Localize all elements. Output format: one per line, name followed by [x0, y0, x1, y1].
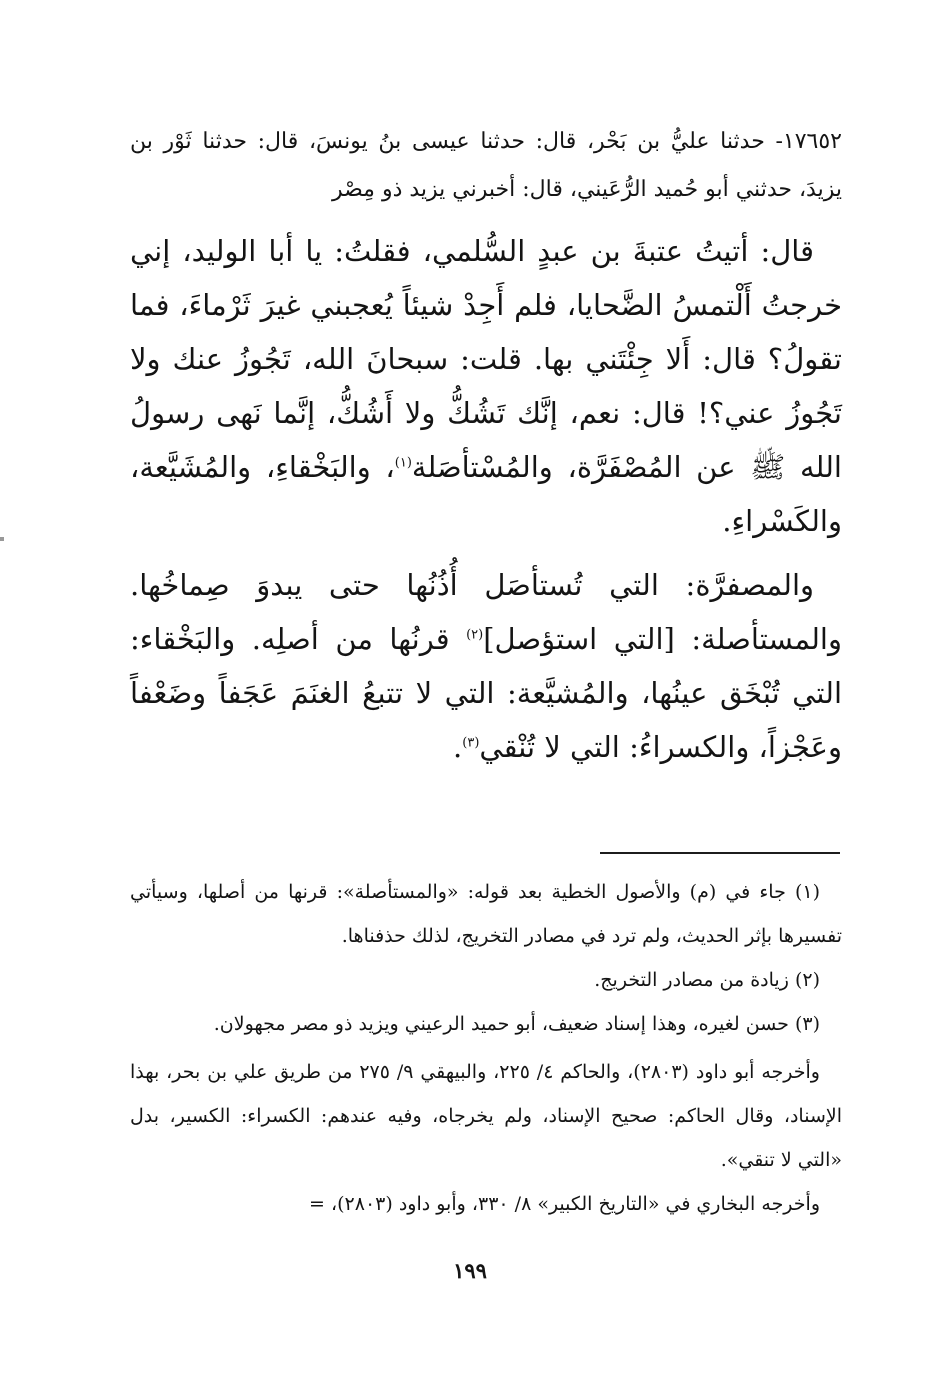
takhrij-paragraph-2: وأخرجه البخاري في «التاريخ الكبير» ٨/ ٣٣٠، وأبو داود (٢٨٠٣)، =	[309, 1193, 820, 1215]
main-text	[130, 118, 842, 774]
footnote-divider	[600, 852, 840, 854]
hadith-paragraph-1	[130, 224, 842, 548]
margin-mark	[0, 537, 4, 541]
footnote-3: (٣) حسن لغيره، وهذا إسناد ضعيف، أبو حميد الرعيني ويزيد ذو مصر مجهولان.	[213, 1013, 820, 1035]
paragraph-1-text: قال: أتيتُ عتبةَ بن عبدٍ السُّلمي، فقلتُ: يا أبا الوليد، إني خرجتُ أَلْتمسُ الضَّحايا، فلم أَجِدْ شيئاً يُعجبني غيرَ ثَرْماءَ، فما تقولُ؟ قال: أَلا جِئْتَني بها. قلت: سبحانَ الله، تَجُوزُ عنك ولا تَجُوزُ عني؟! قال: نعم، إنَّك تَشُكُّ ولا أَشُكُّ، إنَّما نَهى رسولُ الله ﷺ عن المُصْفَرَّة، والمُسْتأصَلة	[130, 234, 842, 484]
footnotes-section	[130, 870, 842, 1226]
paragraph-1-end: ، والبَخْقاءِ، والمُشَيَّعة، والكَسْراءِ.	[130, 450, 842, 538]
footnote-ref-3[interactable]: (٣)	[462, 735, 480, 751]
footnote-1: (١) جاء في (م) والأصول الخطية بعد قوله: «والمستأصلة»: قرنها من أصلها، وسيأتي تفسيرها بإثر الحديث، ولم ترد في مصادر التخريج، لذلك حذفناها.	[130, 881, 842, 947]
hadith-header: ١٧٦٥٢- حدثنا عليُّ بن بَحْر، قال: حدثنا عيسى بنُ يونسَ، قال: حدثنا ثَوْر بن يزيدَ، حدثني أبو حُميد الرُّعَيني، قال: أخبرني يزيد ذو مِصْر	[130, 129, 842, 202]
footnote-ref-2[interactable]: (٢)	[466, 627, 484, 643]
footnote-ref-1[interactable]: (١)	[394, 455, 412, 471]
page-number: ١٩٩	[453, 1258, 487, 1283]
hadith-paragraph-2	[130, 558, 842, 774]
paragraph-2-end: .	[453, 730, 463, 764]
paragraph-2-text-a: والمصفرَّة: التي تُستأصَل أُذُنُها حتى يبدوَ صِماخُها. والمستأصلة: [التي استؤصل]	[130, 568, 842, 656]
takhrij-paragraph-1: وأخرجه أبو داود (٢٨٠٣)، والحاكم ٤/ ٢٢٥، والبيهقي ٩/ ٢٧٥ من طريق علي بن بحر، بهذا الإسناد، وقال الحاكم: صحيح الإسناد، ولم يخرجاه، وفيه عندهم: الكسراء: الكسير، بدل «التي لا تنقي».	[130, 1061, 842, 1171]
footnote-2: (٢) زيادة من مصادر التخريج.	[594, 969, 820, 991]
paragraph-2-text-b: قرنُها من أصلِه. والبَخْقاء: التي تُبْخَق عينُها، والمُشيَّعة: التي لا تتبعُ الغنَمَ عَجَفاً وضَعْفاً وعَجْزاً، والكسراءُ: التي لا تُنْقي	[130, 622, 842, 764]
